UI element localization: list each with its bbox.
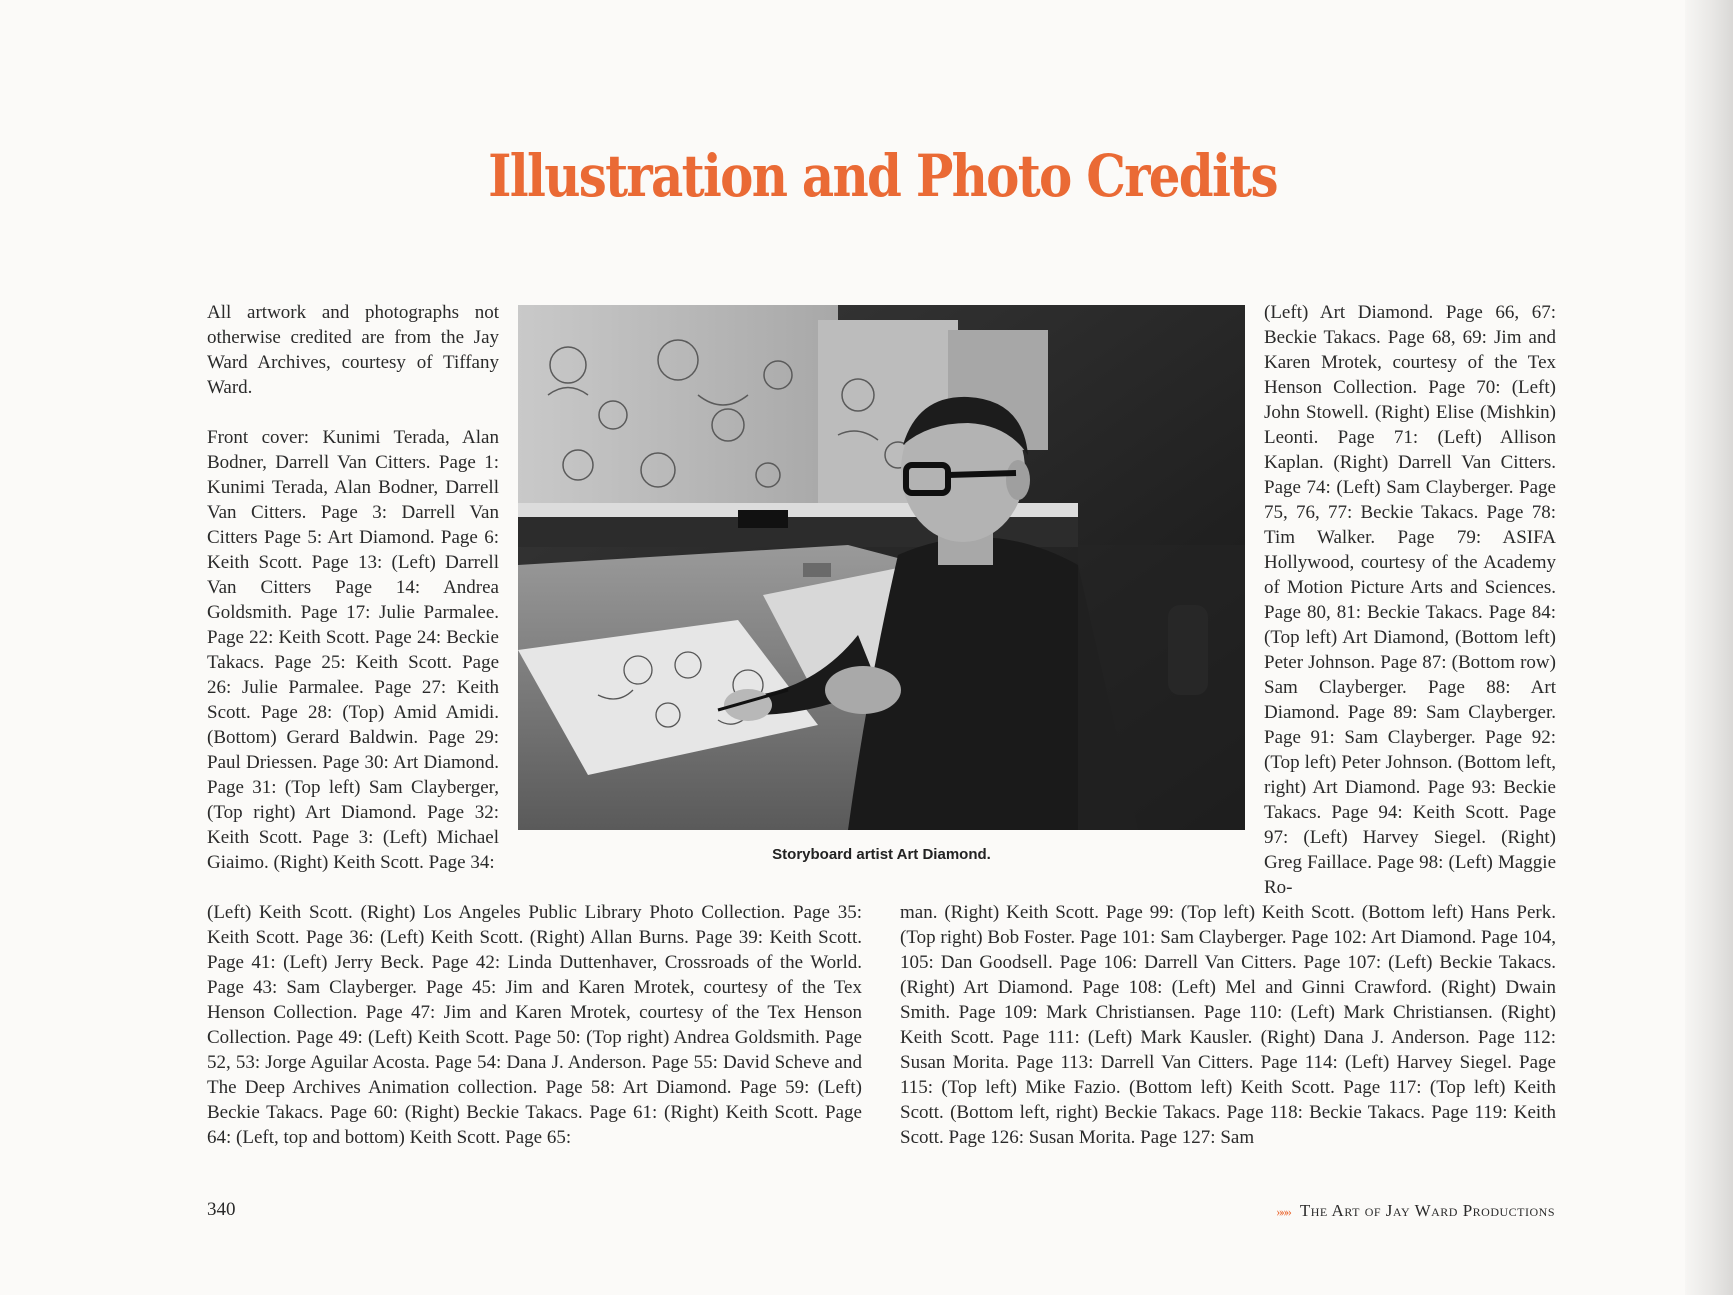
page-number: 340 [207,1199,236,1220]
storyboard-artist-photo [518,305,1245,830]
left-column-upper [207,300,499,875]
bottom-left-column [207,900,862,1150]
photo-illustration [518,305,1245,830]
credits-text-bottom-right: man. (Right) Keith Scott. Page 99: (Top left) Keith Scott. (Bottom left) Hans Perk. (Top right) Bob Foster. Page 101: Sam Clayberger. Page 102: Art Diamond. Page 104, 105: Dan Goodsell. Page 106: Darrell Van Citters. Page 107: (Left) Beckie Takacs. (Right) Art Diamond. Page 108: (Left) Mel and Ginni Crawford. (Right) Dwain Smith. Page 109: Mark Christiansen. Page 110: (Left) Mark Christiansen. (Right) Keith Scott. Page 111: (Left) Mark Kausler. (Right) Dana J. Anderson. Page 112: Susan Morita. Page 113: Darrell Van Citters. Page 114: (Left) Harvey Siegel. Page 115: (Top left) Mike Fazio. (Bottom left) Keith Scott. Page 117: (Top left) Keith Scott. (Bottom left, right) Beckie Takacs. Page 118: Beckie Takacs. Page 119: Keith Scott. Page 126: Susan Morita. Page 127: Sam [900,902,1556,1148]
credits-text-bottom-left: (Left) Keith Scott. (Right) Los Angeles Public Library Photo Collection. Page 35: Keith Scott. Page 36: (Left) Keith Scott. (Right) Allan Burns. Page 39: Keith Scott. Page 41: (Left) Jerry Beck. Page 42: Linda Duttenhaver, Crossroads of the World. Page 43: Sam Clayberger. Page 45: Jim and Karen Mrotek, courtesy of the Tex Henson Collection. Page 47: Jim and Karen Mrotek, courtesy of the Tex Henson Collection. Page 49: (Left) Keith Scott. Page 50: (Top right) Andrea Goldsmith. Page 52, 53: Jorge Aguilar Acosta. Page 54: Dana J. Anderson. Page 55: David Scheve and The Deep Archives Animation collection. Page 58: Art Diamond. Page 59: (Left) Beckie Takacs. Page 60: (Right) Beckie Takacs. Page 61: (Right) Keith Scott. Page 64: (Left, top and bottom) Keith Scott. Page 65: [207,902,862,1148]
credits-text-left-upper: Front cover: Kunimi Terada, Alan Bodner, Darrell Van Citters. Page 1: Kunimi Terada, Alan Bodner, Darrell Van Citters. Page 3: Darrell Van Citters Page 5: Art Diamond. Page 6: Keith Scott. Page 13: (Left) Darrell Van Citters Page 14: Andrea Goldsmith. Page 17: Julie Parmalee. Page 22: Keith Scott. Page 24: Beckie Takacs. Page 25: Keith Scott. Page 26: Julie Parmalee. Page 27: Keith Scott. Page 28: (Top) Amid Amidi. (Bottom) Gerard Baldwin. Page 29: Paul Driessen. Page 30: Art Diamond. Page 31: (Top left) Sam Clayberger, (Top right) Art Diamond. Page 32: Keith Scott. Page 3: (Left) Michael Giaimo. (Right) Keith Scott. Page 34: [207,427,499,873]
page-title: Illustration and Photo Credits [488,142,1277,210]
photo-caption: Storyboard artist Art Diamond. [772,846,991,863]
intro-paragraph: All artwork and photographs not otherwise credited are from the Jay Ward Archives, courtesy of Tiffany Ward. [207,302,499,398]
running-head [1276,1201,1555,1221]
running-head-text: The Art of Jay Ward Productions [1299,1201,1555,1220]
right-column-upper [1264,300,1556,900]
double-chevron-ornament-icon: »»» [1276,1204,1290,1219]
bottom-right-column [900,900,1556,1150]
credits-text-right-upper: (Left) Art Diamond. Page 66, 67: Beckie Takacs. Page 68, 69: Jim and Karen Mrotek, courtesy of the Tex Henson Collection. Page 70: (Left) John Stowell. (Right) Elise (Mishkin) Leonti. Page 71: (Left) Allison Kaplan. (Right) Darrell Van Citters. Page 74: (Left) Sam Clayberger. Page 75, 76, 77: Beckie Takacs. Page 78: Tim Walker. Page 79: ASIFA Hollywood, courtesy of the Academy of Motion Picture Arts and Sciences. Page 80, 81: Beckie Takacs. Page 84: (Top left) Art Diamond, (Bottom left) Peter Johnson. Page 87: (Bottom row) Sam Clayberger. Page 88: Art Diamond. Page 89: Sam Clayberger. Page 91: Sam Clayberger. Page 92: (Top left) Peter Johnson. (Bottom left, right) Art Diamond. Page 93: Beckie Takacs. Page 94: Keith Scott. Page 97: (Left) Harvey Siegel. (Right) Greg Faillace. Page 98: (Left) Maggie Ro- [1264,302,1556,898]
paragraph-spacer [207,400,499,425]
page-edge-shadow [1685,0,1733,1295]
